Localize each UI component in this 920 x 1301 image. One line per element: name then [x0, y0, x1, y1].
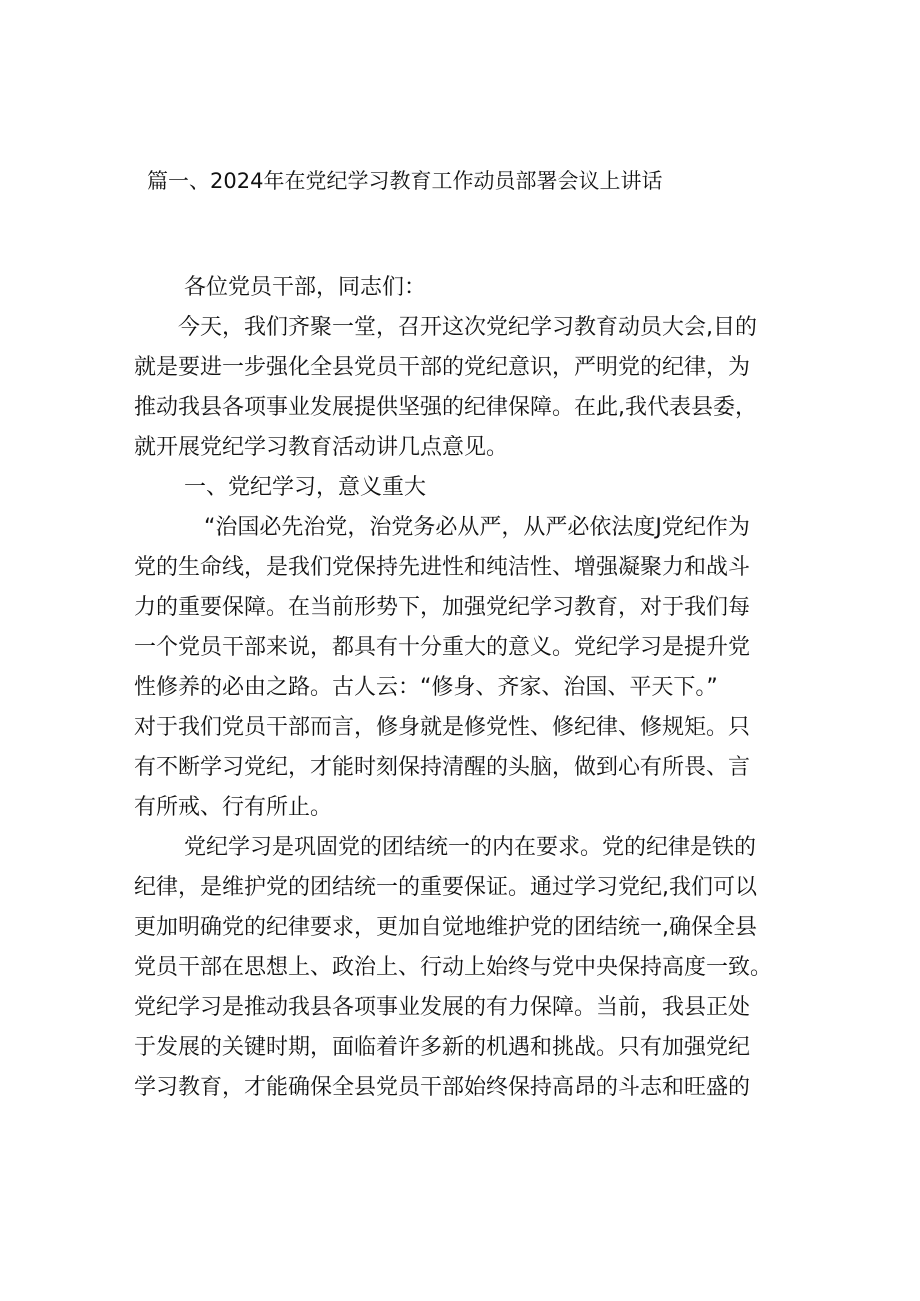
- document-title: 篇一、2024年在党纪学习教育工作动员部署会议上讲话: [147, 169, 663, 193]
- paragraph-line: 党纪学习是推动我县各项事业发展的有力保障。当前，我县正处: [134, 995, 751, 1020]
- paragraph-line: 就是要进一步强化全县党员干部的党纪意识，严明党的纪律，为: [134, 355, 751, 380]
- paragraph-line: 党员干部在思想上、政治上、行动上始终与党中央保持高度一致。: [134, 955, 773, 980]
- paragraph-line: 推动我县各项事业发展提供坚强的纪律保障。在此,我代表县委，: [134, 395, 757, 420]
- paragraph-line: 更加明确党的纪律要求，更加自觉地维护党的团结统一,确保全县: [134, 915, 757, 940]
- paragraph-line: 对于我们党员干部而言，修身就是修党性、修纪律、修规矩。只: [134, 715, 751, 740]
- paragraph-line: 纪律，是维护党的团结统一的重要保证。通过学习党纪,我们可以: [134, 875, 757, 900]
- paragraph-line: 学习教育，才能确保全县党员干部始终保持高昂的斗志和旺盛的: [134, 1075, 751, 1100]
- paragraph-line: 一个党员干部来说，都具有十分重大的意义。党纪学习是提升党: [134, 635, 751, 660]
- paragraph-line: 有不断学习党纪，才能时刻保持清醒的头脑，做到心有所畏、言: [134, 755, 751, 780]
- paragraph-line: 党纪学习是巩固党的团结统一的内在要求。党的纪律是铁的: [184, 835, 757, 860]
- paragraph-line: “治国必先治党，治党务必从严，从严必依法度J党纪作为: [204, 515, 750, 540]
- document-body: [134, 268, 794, 1108]
- paragraph-line: 有所戒、行有所止。: [134, 795, 333, 820]
- paragraph-line: 党的生命线，是我们党保持先进性和纯洁性、增强凝聚力和战斗: [134, 555, 751, 580]
- paragraph-line: 就开展党纪学习教育活动讲几点意见。: [134, 435, 509, 460]
- paragraph-line: 于发展的关键时期，面临着许多新的机遇和挑战。只有加强党纪: [134, 1035, 751, 1060]
- paragraph-line: 今天，我们齐聚一堂，召开这次党纪学习教育动员大会,目的: [178, 315, 757, 340]
- paragraph-line: 性修养的必由之路。古人云：“修身、齐家、治国、平天下。”: [134, 675, 718, 700]
- salutation-line: 各位党员干部，同志们：: [184, 275, 427, 300]
- section-heading: 一、党纪学习，意义重大: [184, 475, 427, 500]
- paragraph-line: 力的重要保障。在当前形势下，加强党纪学习教育，对于我们每: [134, 595, 751, 620]
